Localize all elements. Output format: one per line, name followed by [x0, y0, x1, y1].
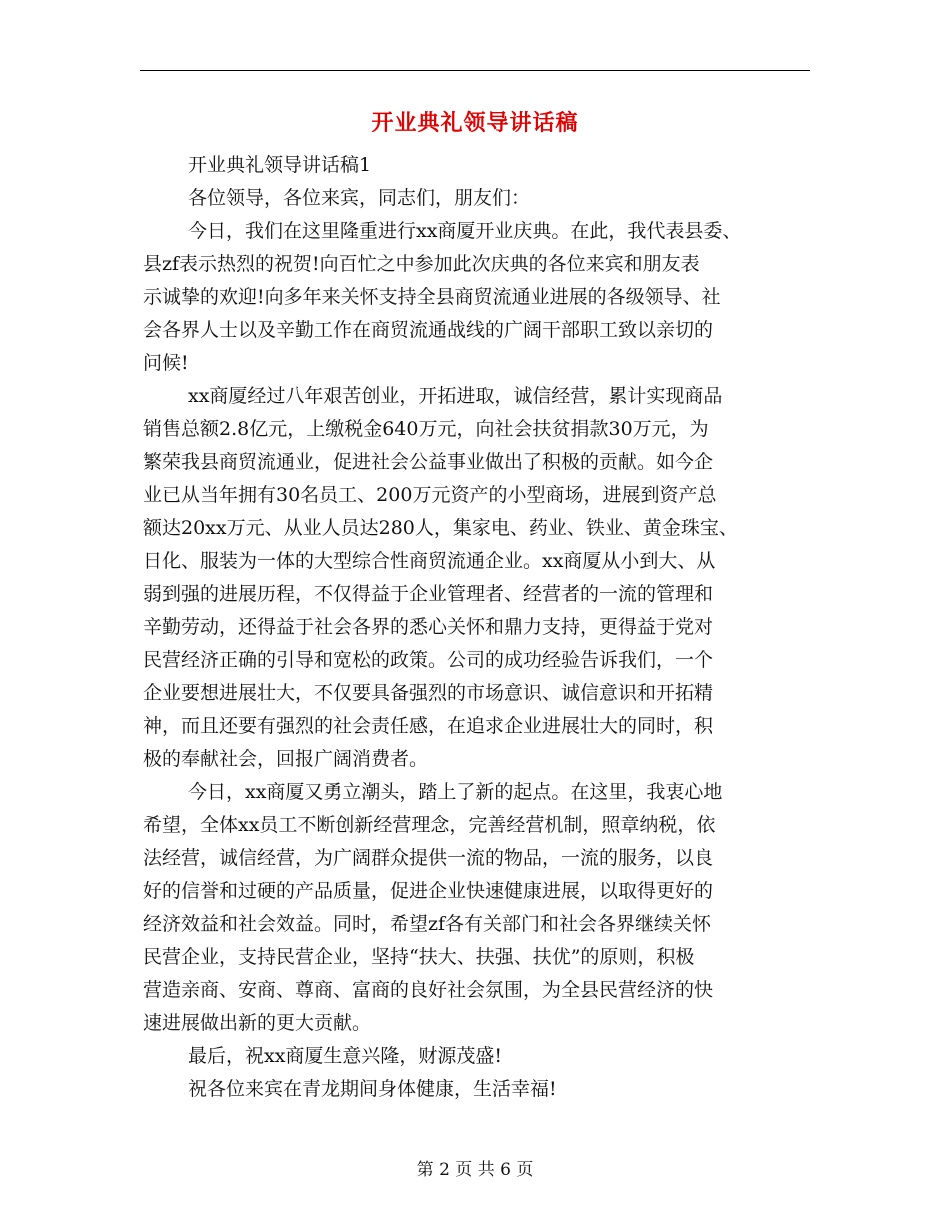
text-line: 极的奉献社会，回报广阔消费者。	[143, 748, 429, 770]
document-title: 开业典礼领导讲话稿	[371, 110, 579, 136]
text-line: 最后，祝xx商厦生意兴隆，财源茂盛!	[188, 1045, 503, 1067]
text-line: 速进展做出新的更大贡献。	[143, 1012, 372, 1034]
text-line: 各位领导，各位来宾，同志们，朋友们：	[188, 187, 531, 209]
text-line: 经济效益和社会效益。同时，希望zf各有关部门和社会各界继续关怀	[143, 913, 712, 935]
text-line: 营造亲商、安商、尊商、富商的良好社会氛围，为全县民营经济的快	[143, 979, 714, 1001]
text-line: 额达20xx万元、从业人员达280人，集家电、药业、铁业、黄金珠宝、	[143, 517, 738, 539]
text-line: 销售总额2.8亿元，上缴税金640万元，向社会扶贫捐款30万元，为	[143, 418, 709, 440]
document-subtitle: 开业典礼领导讲话稿1	[188, 154, 372, 176]
text-line: xx商厦经过八年艰苦创业，开拓进取，诚信经营，累计实现商品	[188, 385, 723, 407]
text-line: 法经营，诚信经营，为广阔群众提供一流的物品，一流的服务，以良	[143, 847, 714, 869]
text-line: 县zf表示热烈的祝贺!向百忙之中参加此次庆典的各位来宾和朋友表	[143, 253, 700, 275]
text-line: 示诚挚的欢迎!向多年来关怀支持全县商贸流通业进展的各级领导、社	[143, 286, 721, 308]
text-line: 好的信誉和过硬的产品质量，促进企业快速健康进展，以取得更好的	[143, 880, 714, 902]
text-line: 神，而且还要有强烈的社会责任感，在追求企业进展壮大的同时，积	[143, 715, 714, 737]
text-line: 民营企业，支持民营企业，坚持“扶大、扶强、扶优”的原则，积极	[143, 946, 695, 968]
text-line: 繁荣我县商贸流通业，促进社会公益事业做出了积极的贡献。如今企	[143, 451, 714, 473]
text-line: 辛勤劳动，还得益于社会各界的悉心关怀和鼎力支持，更得益于党对	[143, 616, 714, 638]
text-line: 问候!	[143, 352, 189, 374]
text-line: 今日，我们在这里隆重进行xx商厦开业庆典。在此，我代表县委、	[188, 220, 742, 242]
text-line: 企业要想进展壮大，不仅要具备强烈的市场意识、诚信意识和开拓精	[143, 682, 714, 704]
text-line: 日化、服装为一体的大型综合性商贸流通企业。xx商厦从小到大、从	[143, 550, 716, 572]
page-number: 第 2 页 共 6 页	[416, 1160, 534, 1180]
text-line: 祝各位来宾在青龙期间身体健康，生活幸福!	[188, 1078, 557, 1100]
text-line: 业已从当年拥有30名员工、200万元资产的小型商场，进展到资产总	[143, 484, 717, 506]
text-line: 弱到强的进展历程，不仅得益于企业管理者、经营者的一流的管理和	[143, 583, 714, 605]
text-line: 希望，全体xx员工不断创新经营理念，完善经营机制，照章纳税，依	[143, 814, 716, 836]
text-line: 民营经济正确的引导和宽松的政策。公司的成功经验告诉我们，一个	[143, 649, 714, 671]
text-line: 会各界人士以及辛勤工作在商贸流通战线的广阔干部职工致以亲切的	[143, 319, 714, 341]
header-rule	[140, 70, 810, 71]
text-line: 今日，xx商厦又勇立潮头，踏上了新的起点。在这里，我衷心地	[188, 781, 723, 803]
